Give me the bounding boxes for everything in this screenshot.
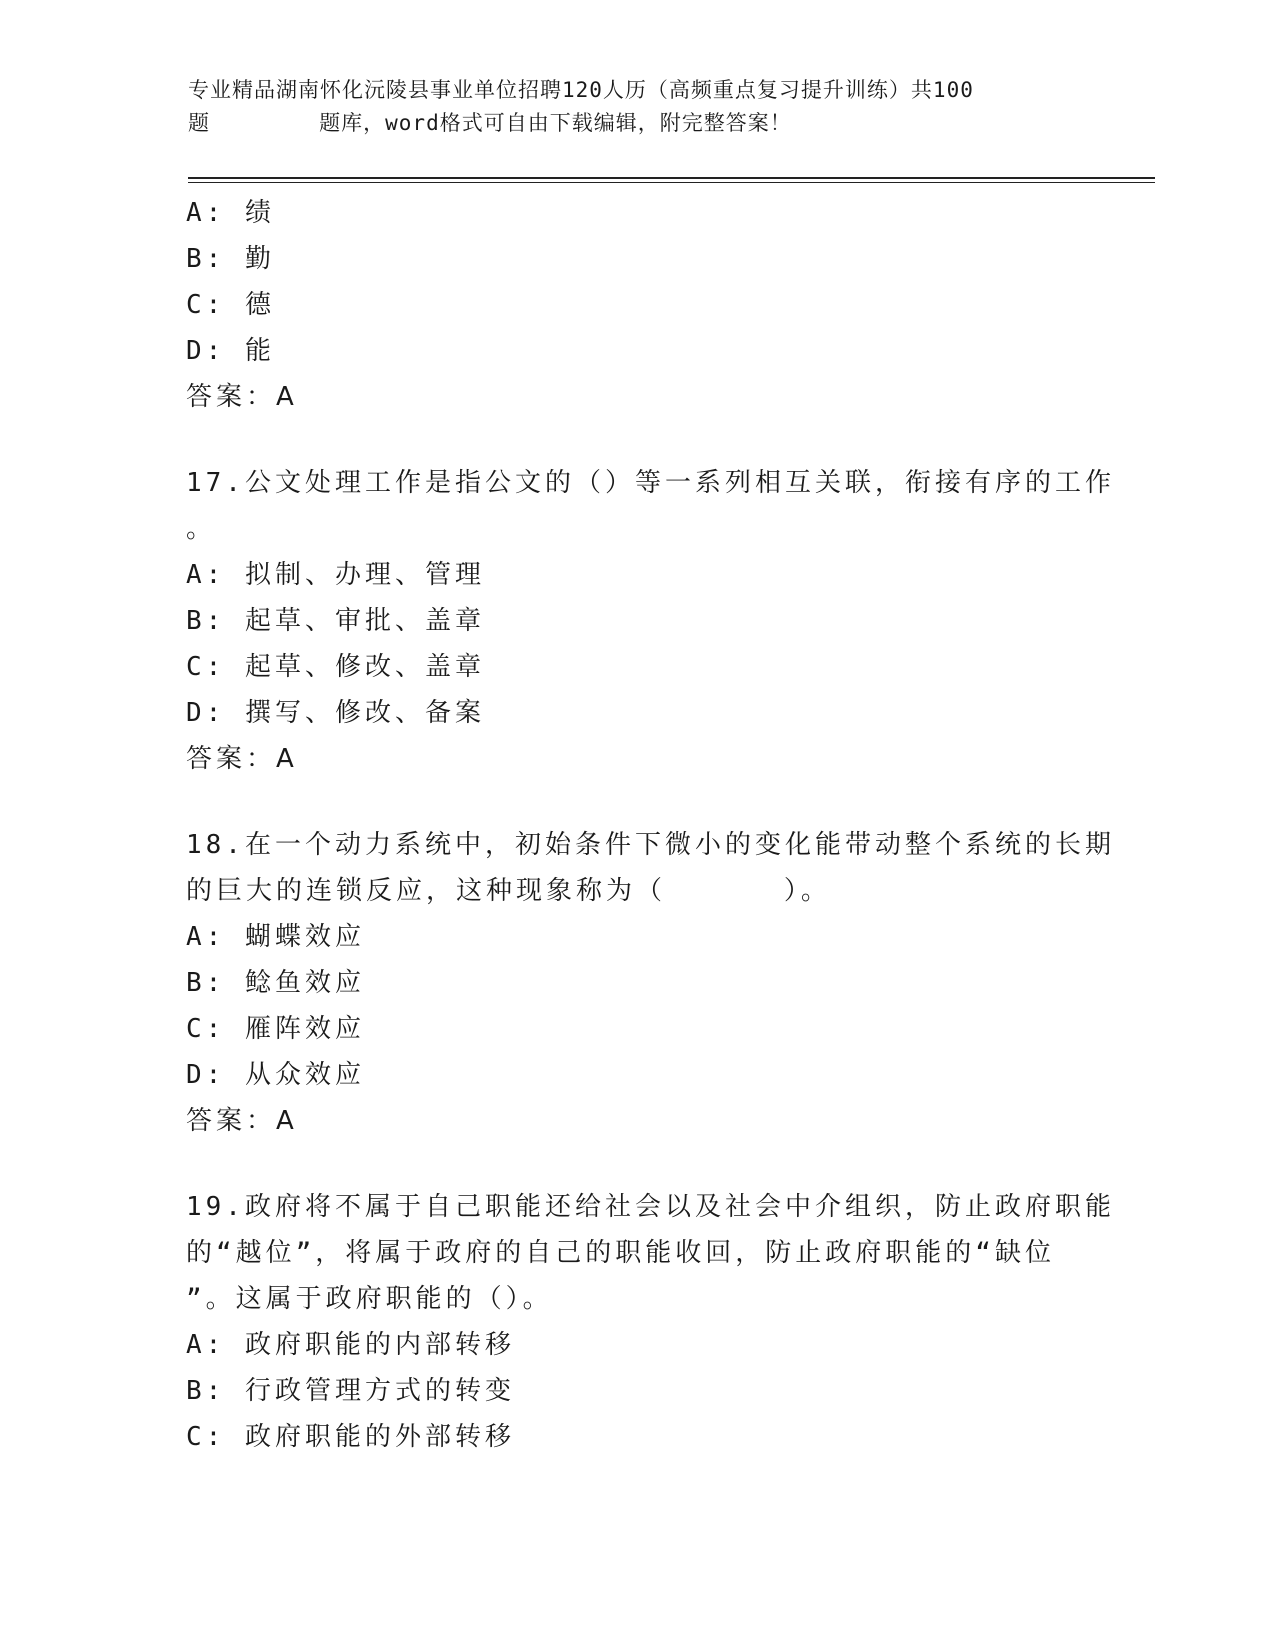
option-d: D: 从众效应 [186, 1060, 365, 1090]
option-b: B: 勤 [186, 244, 275, 274]
question-content [186, 190, 1115, 1460]
option-a: A: 拟制、办理、管理 [186, 560, 485, 590]
option-d: D: 撰写、修改、备案 [186, 698, 485, 728]
option-d: D: 能 [186, 336, 275, 366]
option-c: C: 雁阵效应 [186, 1014, 365, 1044]
option-a: A: 蝴蝶效应 [186, 922, 365, 952]
document-header [188, 74, 1088, 140]
answer-line: 答案：A [186, 1106, 298, 1136]
question-text: 的“越位”，将属于政府的自己的职能收回，防止政府职能的“缺位 [186, 1238, 1055, 1268]
answer-line: 答案：A [186, 744, 298, 774]
question-text: 19.政府将不属于自己职能还给社会以及社会中介组织，防止政府职能 [186, 1192, 1115, 1222]
option-c: C: 德 [186, 290, 275, 320]
question-19 [186, 1184, 1115, 1460]
question-text: 17.公文处理工作是指公文的（）等一系列相互关联，衔接有序的工作 [186, 468, 1115, 498]
header-line-2: 题 题库，word格式可自由下载编辑，附完整答案！ [188, 111, 792, 135]
option-b: B: 行政管理方式的转变 [186, 1376, 515, 1406]
option-c: C: 政府职能的外部转移 [186, 1422, 515, 1452]
option-a: A: 绩 [186, 198, 275, 228]
header-line-1: 专业精品湖南怀化沅陵县事业单位招聘120人历（高频重点复习提升训练）共100 [188, 78, 974, 102]
header-rule-thick [188, 177, 1155, 179]
option-b: B: 起草、审批、盖章 [186, 606, 485, 636]
answer-line: 答案：A [186, 382, 298, 412]
option-b: B: 鲶鱼效应 [186, 968, 365, 998]
option-a: A: 政府职能的内部转移 [186, 1330, 515, 1360]
question-text: 。 [186, 514, 217, 544]
question-text: 18.在一个动力系统中，初始条件下微小的变化能带动整个系统的长期 [186, 830, 1115, 860]
option-c: C: 起草、修改、盖章 [186, 652, 485, 682]
question-text: 的巨大的连锁反应，这种现象称为（ ）。 [186, 876, 831, 906]
question-18 [186, 822, 1115, 1144]
question-16-continued [186, 190, 1086, 420]
question-text: ”。这属于政府职能的（）。 [186, 1284, 553, 1314]
question-17 [186, 460, 1115, 782]
header-rule-thin [188, 182, 1155, 183]
